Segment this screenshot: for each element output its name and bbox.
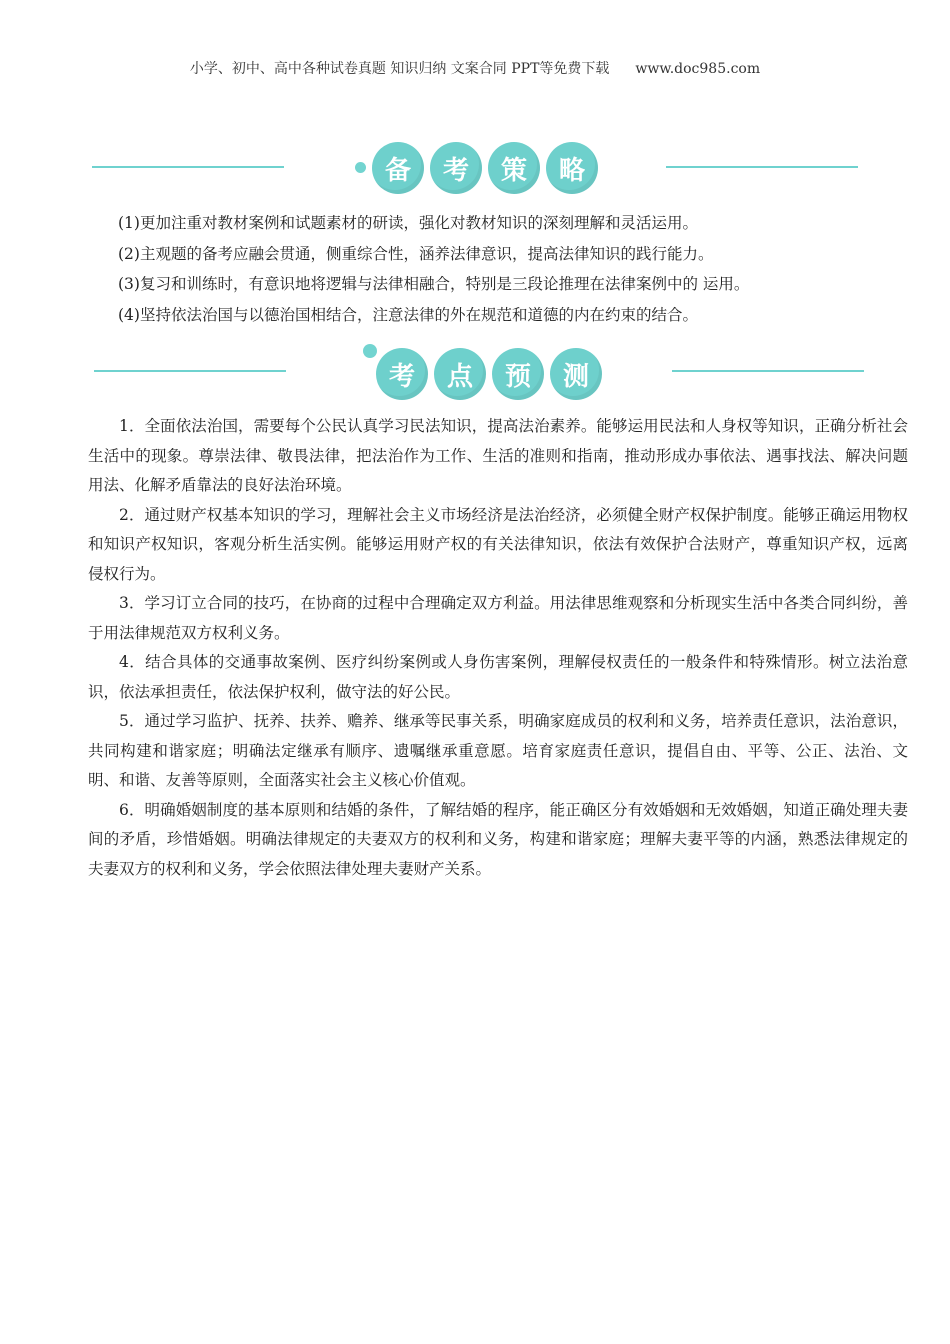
heading-char: 备 [372,142,424,194]
prediction-item: 1．全面依法治国，需要每个公民认真学习民法知识，提高法治素养。能够运用民法和人身权等知识，正确分析社会生活中的现象。尊崇法律、敬畏法律，把法治作为工作、生活的准则和指南，推动形成办事依法、遇事找法、解决问题用法、化解矛盾靠法的良好法治环境。 [88,417,908,494]
strategy-item: (1)更加注重对教材案例和试题素材的研读，强化对教材知识的深刻理解和灵活运用。 [118,214,698,232]
prediction-item: 6．明确婚姻制度的基本原则和结婚的条件，了解结婚的程序，能正确区分有效婚姻和无效婚姻，知道正确处理夫妻间的矛盾，珍惜婚姻。明确法律规定的夫妻双方的权利和义务，构建和谐家庭；理解夫妻平等的内涵，熟悉法律规定的夫妻双方的权利和义务，学会依照法律处理夫妻财产关系。 [88,800,908,878]
heading-dot [355,162,366,173]
heading-rule-right [666,166,858,168]
strategy-item: (3)复习和训练时，有意识地将逻辑与法律相融合，特别是三段论推理在法律案例中的 运用。 [118,275,750,293]
strategy-list [118,208,918,330]
heading-char: 预 [492,348,544,400]
prediction-item: 4．结合具体的交通事故案例、医疗纠纷案例或人身伤害案例，理解侵权责任的一般条件和特殊情形。树立法治意识，依法承担责任，依法保护权利，做守法的好公民。 [88,653,908,701]
heading-char: 点 [434,348,486,400]
heading-char: 考 [376,348,428,400]
header-url: www.doc985.com [635,61,761,77]
prediction-item: 5．通过学习监护、抚养、扶养、赡养、继承等民事关系，明确家庭成员的权利和义务，培养责任意识，法治意识，共同构建和谐家庭；明确法定继承有顺序、遗嘱继承重意愿。培育家庭责任意识，提倡自由、平等、公正、法治、文明、和谐、友善等原则，全面落实社会主义核心价值观。 [88,712,908,789]
page-header [0,58,950,78]
strategy-item: (4)坚持依法治国与以德治国相结合，注意法律的外在规范和道德的内在约束的结合。 [118,305,698,324]
heading-char: 测 [550,348,602,400]
heading-dot [363,344,377,358]
heading-rule-left [92,166,284,168]
prediction-item: 2．通过财产权基本知识的学习，理解社会主义市场经济是法治经济，必须健全财产权保护制度。能够正确运用物权和知识产权知识，客观分析生活实例。能够运用财产权的有关法律知识，依法有效保护合法财产，尊重知识产权，远离侵权行为。 [88,505,908,583]
strategy-item: (2)主观题的备考应融会贯通，侧重综合性，涵养法律意识，提高法律知识的践行能力。 [118,244,714,263]
heading-char: 考 [430,142,482,194]
heading-rule-left [94,370,286,372]
heading-char: 略 [546,142,598,194]
header-text: 小学、初中、高中各种试卷真题 知识归纳 文案合同 PPT等免费下载 [189,61,610,77]
heading-rule-right [672,370,864,372]
prediction-item: 3．学习订立合同的技巧，在协商的过程中合理确定双方利益。用法律思维观察和分析现实生活中各类合同纠纷，善于用法律规范双方权利义务。 [88,594,908,642]
heading-char: 策 [488,142,540,194]
prediction-list [88,412,908,884]
